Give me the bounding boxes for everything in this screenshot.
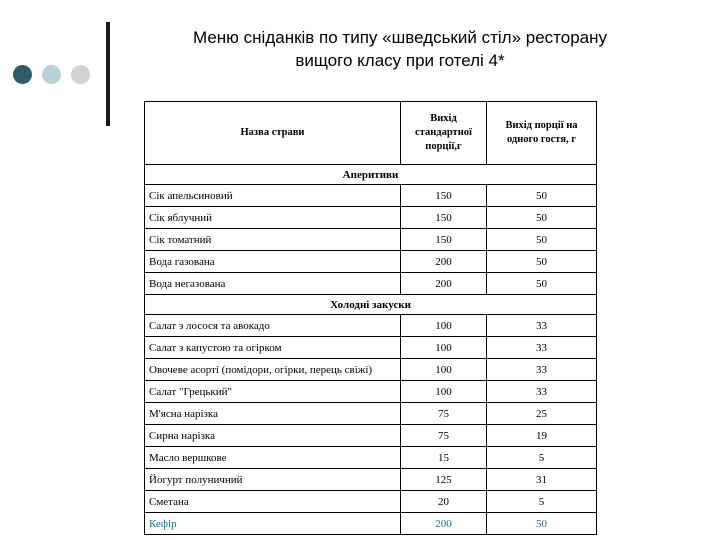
- standard-yield: 100: [401, 359, 487, 381]
- header-per-guest-yield: Вихід порції на одного гостя, г: [487, 102, 597, 165]
- breakfast-menu-table: [144, 101, 597, 535]
- standard-yield: 150: [401, 207, 487, 229]
- per-guest-yield: 5: [487, 447, 597, 469]
- per-guest-yield: 33: [487, 381, 597, 403]
- dish-name: Сік томатний: [145, 229, 401, 251]
- standard-yield: 150: [401, 185, 487, 207]
- per-guest-yield: 50: [487, 273, 597, 295]
- dish-name: М'ясна нарізка: [145, 403, 401, 425]
- standard-yield: 200: [401, 251, 487, 273]
- per-guest-yield: 5: [487, 491, 597, 513]
- table-row: [145, 403, 597, 425]
- table-header-row: [145, 102, 597, 165]
- dish-name: Сирна нарізка: [145, 425, 401, 447]
- table-row: [145, 381, 597, 403]
- header-standard-yield: Вихід стандартної порції,г: [401, 102, 487, 165]
- standard-yield: 100: [401, 315, 487, 337]
- dish-name: Вода негазована: [145, 273, 401, 295]
- bullet-dot-dark: [13, 65, 32, 84]
- dish-name: Овочеве асорті (помідори, огірки, перець свіжі): [145, 359, 401, 381]
- dish-name: Кефір: [145, 513, 401, 535]
- dish-name: Сік яблучний: [145, 207, 401, 229]
- per-guest-yield: 19: [487, 425, 597, 447]
- table-row: [145, 251, 597, 273]
- per-guest-yield: 33: [487, 359, 597, 381]
- page-title-line1: Меню сніданків по типу «шведський стіл» ресторану: [192, 28, 608, 47]
- table-row: [145, 315, 597, 337]
- standard-yield: 15: [401, 447, 487, 469]
- per-guest-yield: 50: [487, 207, 597, 229]
- section-title-cold-starters: Холодні закуски: [145, 295, 597, 315]
- section-row: [145, 165, 597, 185]
- dish-name: Сік апельсиновий: [145, 185, 401, 207]
- dish-name: Вода газована: [145, 251, 401, 273]
- table-row: [145, 337, 597, 359]
- standard-yield: 75: [401, 425, 487, 447]
- per-guest-yield: 50: [487, 251, 597, 273]
- table-row: [145, 273, 597, 295]
- standard-yield: 20: [401, 491, 487, 513]
- standard-yield: 200: [401, 513, 487, 535]
- dish-name: Сметана: [145, 491, 401, 513]
- section-row: [145, 295, 597, 315]
- table-row: [145, 359, 597, 381]
- table-row: [145, 185, 597, 207]
- title-divider-line: [106, 22, 110, 126]
- per-guest-yield: 50: [487, 513, 597, 535]
- page-title: [120, 26, 680, 72]
- standard-yield: 100: [401, 337, 487, 359]
- per-guest-yield: 33: [487, 337, 597, 359]
- standard-yield: 75: [401, 403, 487, 425]
- table-row: [145, 229, 597, 251]
- standard-yield: 100: [401, 381, 487, 403]
- standard-yield: 200: [401, 273, 487, 295]
- section-title-aperitifs: Аперитиви: [145, 165, 597, 185]
- dish-name: Салат з лосося та авокадо: [145, 315, 401, 337]
- table-row: [145, 447, 597, 469]
- table-row: [145, 491, 597, 513]
- table-row: [145, 425, 597, 447]
- header-dish-name: Назва страви: [145, 102, 401, 165]
- table-row: [145, 469, 597, 491]
- bullet-dot-light: [42, 65, 61, 84]
- per-guest-yield: 50: [487, 229, 597, 251]
- dish-name: Масло вершкове: [145, 447, 401, 469]
- per-guest-yield: 31: [487, 469, 597, 491]
- bullet-dot-gray: [71, 65, 90, 84]
- page-title-line2: вищого класу при готелі 4*: [295, 51, 505, 70]
- standard-yield: 150: [401, 229, 487, 251]
- per-guest-yield: 50: [487, 185, 597, 207]
- table-row: [145, 513, 597, 535]
- per-guest-yield: 25: [487, 403, 597, 425]
- dish-name: Йогурт полуничний: [145, 469, 401, 491]
- dish-name: Салат з капустою та огірком: [145, 337, 401, 359]
- per-guest-yield: 33: [487, 315, 597, 337]
- dish-name: Салат "Грецький": [145, 381, 401, 403]
- standard-yield: 125: [401, 469, 487, 491]
- table-row: [145, 207, 597, 229]
